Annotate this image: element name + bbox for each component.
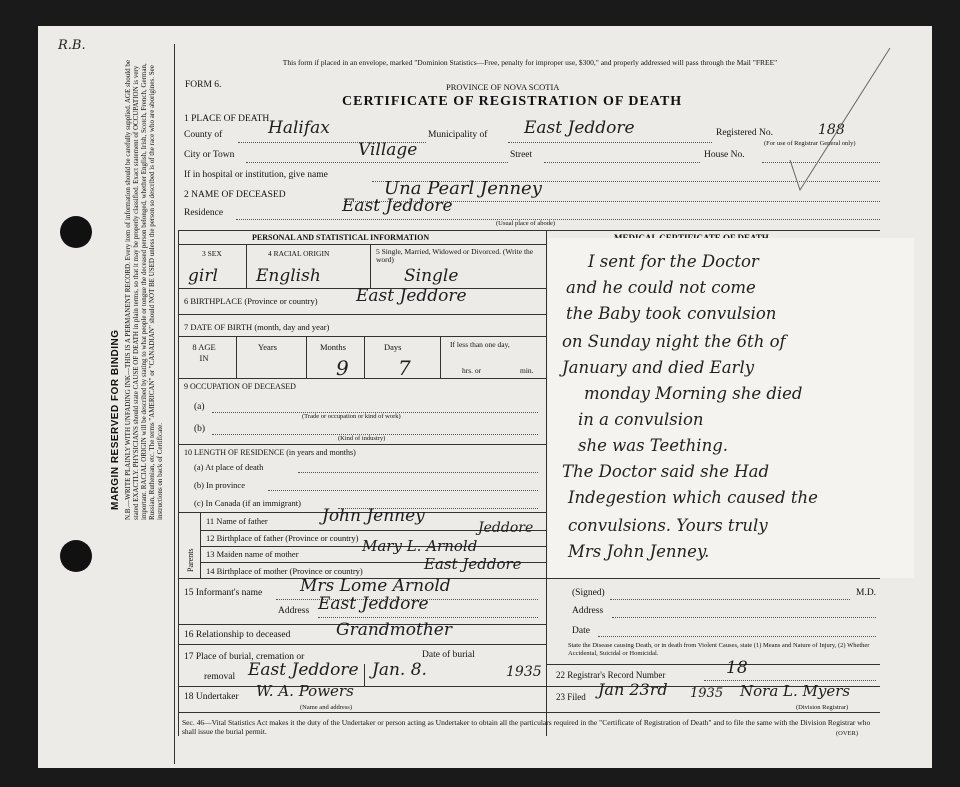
pencil-check-mark <box>780 40 900 200</box>
division-registrar-note: (Division Registrar) <box>796 704 849 711</box>
medical-date-label: Date <box>572 626 590 636</box>
signed-label: (Signed) <box>572 588 605 598</box>
informant-address-line <box>318 617 538 618</box>
age-divider-1 <box>236 336 237 378</box>
personal-header: PERSONAL AND STATISTICAL INFORMATION <box>252 233 430 242</box>
house-no-label: House No. <box>704 150 745 160</box>
column-divider <box>546 230 547 736</box>
binding-hole-bottom <box>60 540 92 572</box>
md-label: M.D. <box>856 588 877 598</box>
sex-label: 3 SEX <box>202 249 222 258</box>
city-line <box>246 162 508 163</box>
racial-origin-label: 4 RACIAL ORIGIN <box>268 249 330 258</box>
row-rule-5 <box>178 444 546 445</box>
parents-divider <box>200 512 201 578</box>
note-line: she was Teething. <box>578 436 728 455</box>
note-line: monday Morning she died <box>584 384 803 403</box>
registrar-record-label: 22 Registrar's Record Number <box>556 670 666 680</box>
marital-value: Single <box>404 266 459 286</box>
registered-no-value: 188 <box>818 122 845 138</box>
municipality-line <box>508 142 712 143</box>
mother-birthplace-value: East Jeddore <box>424 555 522 573</box>
informant-address-label: Address <box>278 606 310 616</box>
row-rule-9 <box>178 644 546 645</box>
note-line: in a convulsion <box>578 410 704 429</box>
margin-binding-label: MARGIN RESERVED FOR BINDING <box>110 329 121 510</box>
note-line: and he could not come <box>566 278 756 297</box>
residence-line <box>236 219 880 220</box>
row-rule-3 <box>178 336 546 337</box>
name-of-deceased-label: 2 NAME OF DECEASED <box>184 190 286 200</box>
table-bottom-border <box>178 712 880 713</box>
row-rule-4 <box>178 378 546 379</box>
father-name-label: 11 Name of father <box>206 516 268 526</box>
informant-value: Mrs Lome Arnold <box>300 576 451 596</box>
signed-line <box>610 599 850 600</box>
county-value: Halifax <box>268 118 330 138</box>
age-divider-2 <box>306 336 307 378</box>
city-value: Village <box>358 140 418 160</box>
occupation-a-label: (a) <box>194 402 205 412</box>
municipality-label: Municipality of <box>428 130 488 140</box>
table-top-border <box>178 230 880 231</box>
less-than-day-label: If less than one day, <box>450 340 510 349</box>
relationship-value: Grandmother <box>336 620 452 640</box>
marital-label: 5 Single, Married, Widowed or Divorced. (Write the word) <box>376 247 534 264</box>
burial-divider <box>364 664 365 686</box>
envelope-note: This form if placed in an envelope, marked "Dominion Statistics—Free, penalty for improper use, $300," and properly addressed will pass through the Mail "FREE" <box>282 58 778 67</box>
hospital-label: If in hospital or institution, give name <box>184 170 328 180</box>
parents-label: Parents <box>186 548 195 572</box>
mother-maiden-value: Mary L. Arnold <box>362 537 478 555</box>
row-rule-10 <box>178 686 546 687</box>
note-line: the Baby took convulsion <box>566 304 777 323</box>
burial-place-label: 17 Place of burial, cremation or <box>184 652 305 662</box>
dob-label: 7 DATE OF BIRTH (month, day and year) <box>184 322 330 332</box>
months-label: Months <box>320 342 346 352</box>
in-province-label: (b) In province <box>194 480 245 490</box>
note-line: Mrs John Jenney. <box>568 542 710 561</box>
at-place-line <box>298 472 538 473</box>
over-note: (OVER) <box>836 730 859 737</box>
registrar-record-line <box>704 680 876 681</box>
registrar-use-note: (For use of Registrar General only) <box>764 140 856 147</box>
city-label: City or Town <box>184 150 235 160</box>
street-label: Street <box>510 150 533 160</box>
registrar-signature-value: Nora L. Myers <box>740 682 851 700</box>
removal-label: removal <box>204 672 236 682</box>
personal-header-rule <box>178 244 546 245</box>
burial-year-value: 1935 <box>506 664 542 680</box>
industry-note: (Kind of industry) <box>338 435 386 442</box>
date-of-burial-label: Date of burial <box>422 650 475 660</box>
age-days-value: 7 <box>398 356 411 380</box>
footer-note: Sec. 46—Vital Statistics Act makes it the duty of the Undertaker or person acting as Undertaker to obtain all the particulars required in the "Certificate of Registration of Death" and to file the same with the Division Registrar who shall issue the burial permit. <box>182 718 871 736</box>
note-line: I sent for the Doctor <box>588 252 759 271</box>
occupation-b-label: (b) <box>194 424 206 434</box>
length-residence-label: 10 LENGTH OF RESIDENCE (in years and months) <box>184 448 356 457</box>
registrar-rule <box>546 664 880 665</box>
note-line: The Doctor said she Had <box>562 462 770 481</box>
days-label: Days <box>384 342 402 352</box>
undertaker-value: W. A. Powers <box>256 682 354 700</box>
table-left-border <box>178 230 179 736</box>
undertaker-label: 18 Undertaker <box>184 692 239 702</box>
years-label: Years <box>258 342 277 352</box>
binding-hole-top <box>60 216 92 248</box>
pasted-handwritten-note <box>548 238 914 578</box>
corner-initials: R.B. <box>58 38 86 53</box>
place-of-death-label: 1 PLACE OF DEATH <box>184 114 270 124</box>
age-label: 8 AGE IN <box>192 342 216 363</box>
province-heading: PROVINCE OF NOVA SCOTIA <box>446 82 560 92</box>
birthplace-label: 6 BIRTHPLACE (Province or country) <box>184 296 318 306</box>
hrs-label: hrs. or <box>462 366 482 375</box>
at-place-label: (a) At place of death <box>194 462 264 472</box>
margin-divider <box>174 44 175 764</box>
note-line: Indegestion which caused the <box>568 488 818 507</box>
occupation-label: 9 OCCUPATION OF DECEASED <box>184 382 296 391</box>
age-months-value: 9 <box>336 356 349 380</box>
medical-address-line <box>612 617 876 618</box>
racial-origin-value: English <box>256 266 321 286</box>
racial-divider <box>370 244 371 288</box>
street-line <box>544 162 700 163</box>
informant-label: 15 Informant's name <box>184 588 263 598</box>
mother-maiden-label: 13 Maiden name of mother <box>206 549 299 559</box>
in-canada-label: (c) In Canada (if an immigrant) <box>194 498 301 508</box>
relationship-label: 16 Relationship to deceased <box>184 630 291 640</box>
row-rule-2 <box>178 314 546 315</box>
filed-date-value: Jan 23rd <box>598 680 668 699</box>
residence-value: East Jeddore <box>342 196 453 216</box>
form-number: FORM 6. <box>185 80 222 90</box>
usual-place-note: (Usual place of abode) <box>496 220 556 227</box>
age-divider-4 <box>440 336 441 378</box>
municipality-value: East Jeddore <box>524 118 635 138</box>
medical-address-label: Address <box>572 606 604 616</box>
father-name-value: John Jenney <box>322 506 425 526</box>
birthplace-value: East Jeddore <box>356 286 467 306</box>
trade-note: (Trade or occupation or kind of work) <box>302 413 401 420</box>
name-address-note: (Name and address) <box>300 704 352 711</box>
county-label: County of <box>184 130 223 140</box>
burial-date-value: Jan. 8. <box>372 660 427 680</box>
margin-instructions: N.B.—WRITE PLAINLY WITH UNFADING INK—THIS IS A PERMANENT RECORD. Every item of information should be carefully supplied. AGE should be stated EXACTLY. PHYSICIANS should state CAUSE OF DEATH in plain terms, so that it may be properly classified. Exact statement of OCCUPATION is very important. RACIAL ORIGIN will be described by stating to what people or tongue the deceased person belonged, whether English, Irish, Scotch, French, German, Russian, Ruthenian, etc. The terms "AMERICAN" or "CANADIAN" should NOT BE USED unless the person so described is of the race who are aborigines. See instructions on back of Certificate. <box>124 59 164 520</box>
disease-note: State the Disease causing Death, or in death from Violent Causes, state (1) Means and Nature of Injury, (2) Whether Accidental, Suicidal or Homicidal. <box>568 642 870 657</box>
min-label: min. <box>520 366 534 375</box>
father-birthplace-value: Jeddore <box>478 520 534 536</box>
note-line: on Sunday night the 6th of <box>562 332 786 351</box>
deceased-name-value: Una Pearl Jenney <box>384 178 542 199</box>
sex-divider <box>246 244 247 288</box>
burial-place-value: East Jeddore <box>248 660 359 680</box>
record-number-value: 18 <box>726 658 748 678</box>
note-line: convulsions. Yours truly <box>568 516 768 535</box>
mother-birthplace-label: 14 Birthplace of mother (Province or country) <box>206 566 363 576</box>
informant-address-value: East Jeddore <box>318 594 429 614</box>
father-birthplace-label: 12 Birthplace of father (Province or country) <box>206 533 359 543</box>
medical-date-line <box>598 636 876 637</box>
in-province-line <box>268 490 538 491</box>
residence-label: Residence <box>184 208 224 218</box>
age-divider-3 <box>364 336 365 378</box>
filed-year-value: 1935 <box>690 686 724 701</box>
registered-no-label: Registered No. <box>716 128 773 138</box>
row-rule-7 <box>178 578 880 579</box>
certificate-title: CERTIFICATE OF REGISTRATION OF DEATH <box>342 94 683 109</box>
sex-value: girl <box>188 266 218 286</box>
note-line: January and died Early <box>562 358 755 377</box>
filed-label: 23 Filed <box>556 692 586 702</box>
